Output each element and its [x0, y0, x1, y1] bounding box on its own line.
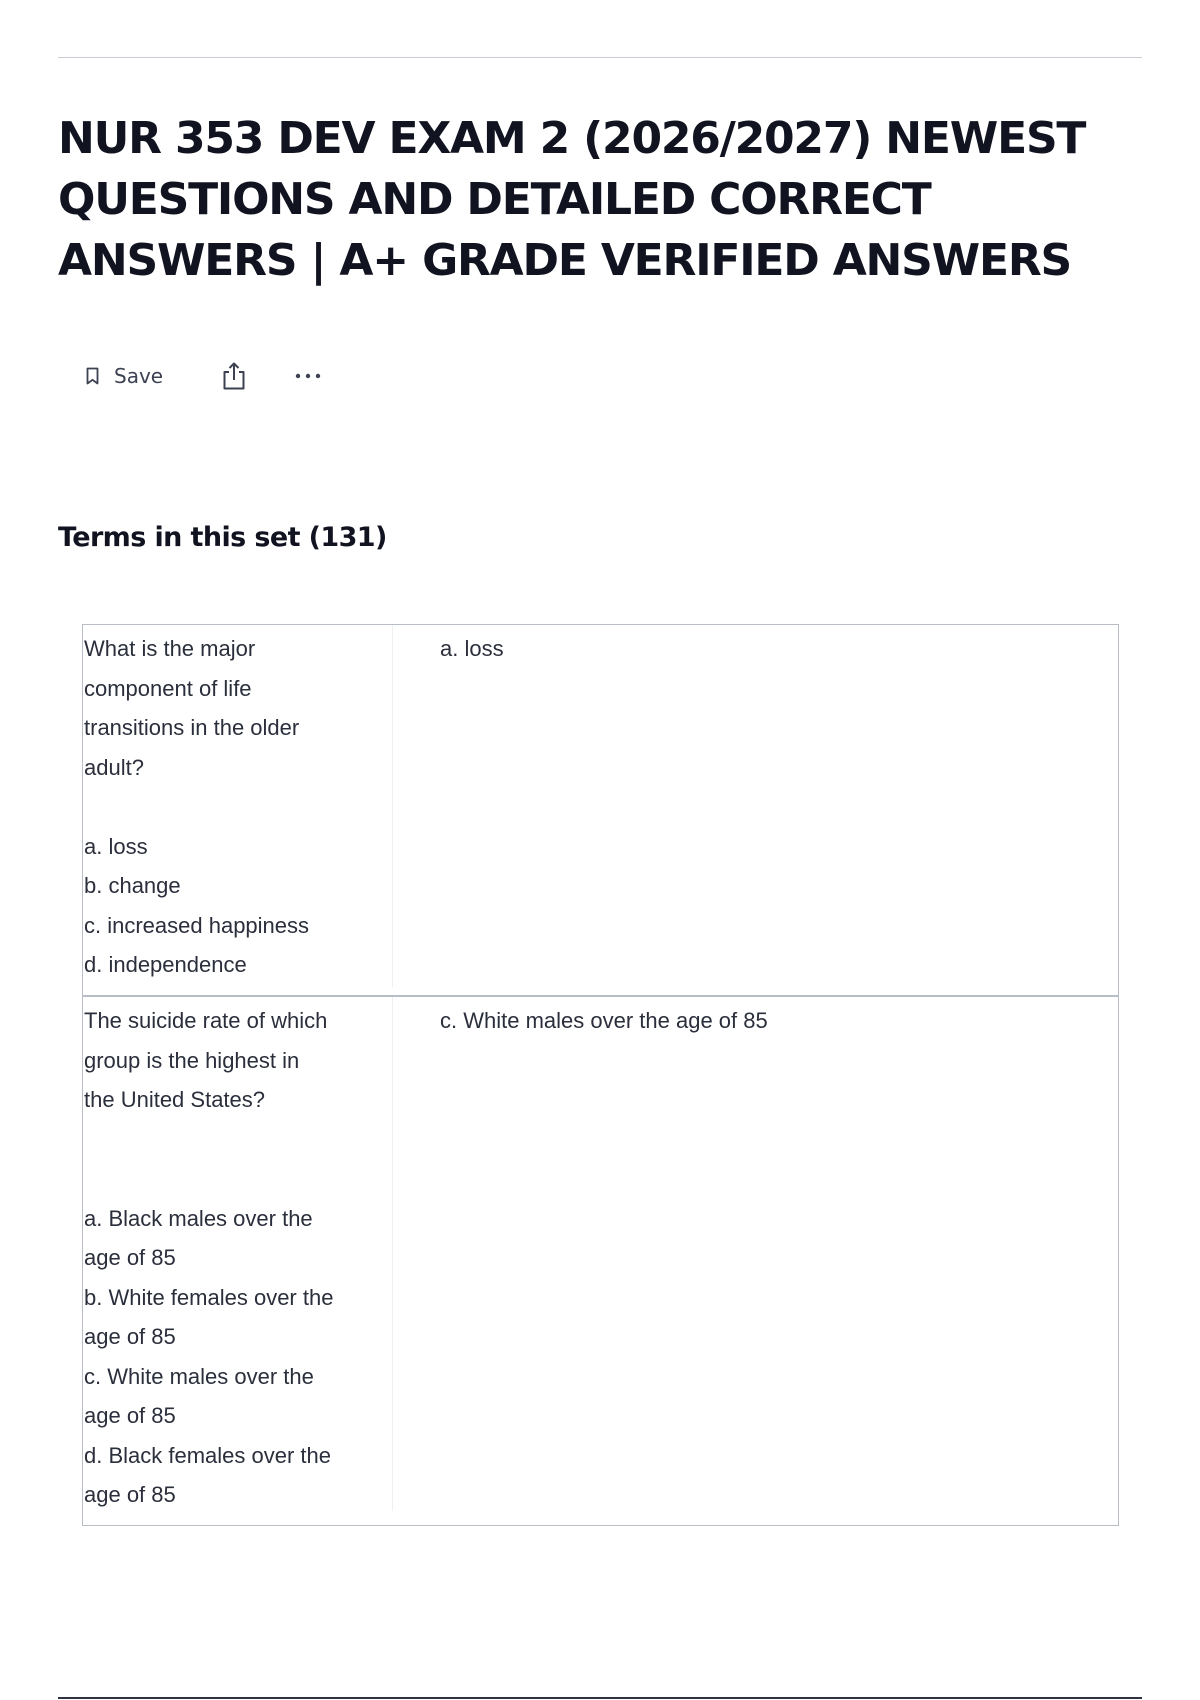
term-question: The suicide rate of which group is the highest in the United States? a. Black males over the age of 85 b. White females over the age of 85 c. White males over the age of 85 d. Black females over the age of 85 [83, 997, 393, 1511]
term-card[interactable] [82, 624, 1119, 996]
action-bar [86, 358, 325, 394]
save-label: Save [114, 364, 164, 388]
term-question: What is the major component of life transitions in the older adult? a. loss b. change c. increased happiness d. independence [83, 625, 393, 987]
more-horizontal-icon [293, 372, 323, 380]
terms-heading: Terms in this set (131) [58, 522, 387, 553]
top-divider [58, 57, 1142, 58]
save-button[interactable] [86, 364, 163, 388]
share-button[interactable] [219, 359, 249, 393]
bookmark-icon [86, 367, 99, 385]
term-answer: a. loss [440, 636, 504, 661]
bottom-divider [58, 1697, 1142, 1699]
document-title: NUR 353 DEV EXAM 2 (2026/2027) NEWEST QUESTIONS AND DETAILED CORRECT ANSWERS | A+ GRADE VERIFIED ANSWERS [58, 113, 1086, 286]
term-answer: c. White males over the age of 85 [440, 1008, 768, 1033]
term-card[interactable] [82, 996, 1119, 1526]
more-options-button[interactable] [291, 366, 325, 386]
share-icon [221, 361, 247, 391]
